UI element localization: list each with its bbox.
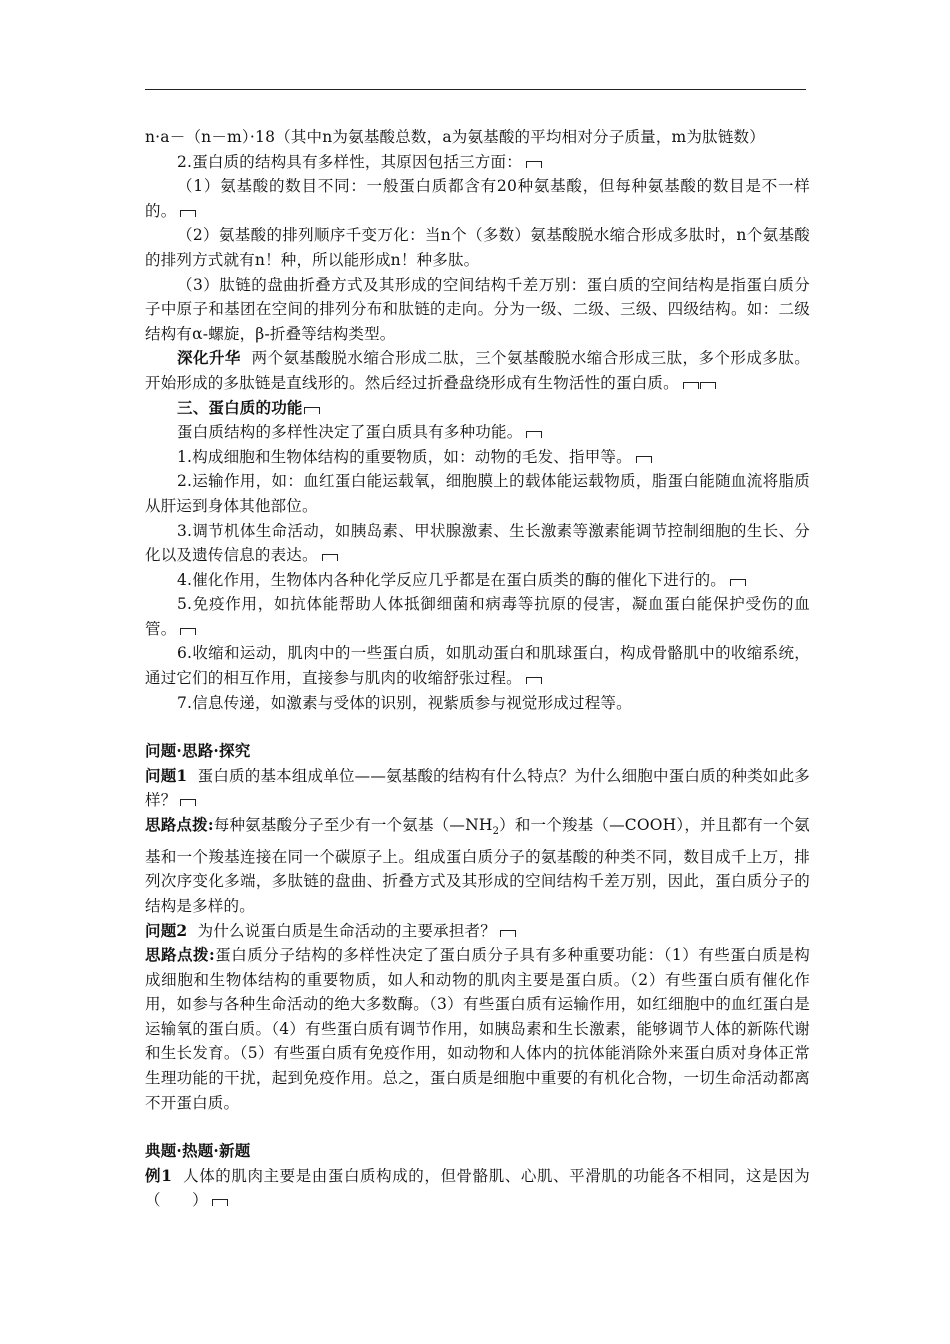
question-1-label: 问题1	[145, 765, 188, 785]
question-2-label: 问题2	[145, 920, 188, 940]
function-item: 4.催化作用，生物体内各种化学反应几乎都是在蛋白质类的酶的催化下进行的。	[145, 568, 810, 593]
edit-mark	[636, 456, 652, 463]
answer-1: 思路点拨:每种氨基酸分子至少有一个氨基$(—NH_2)$和一个羧基（—COOH），并且都有一个氨基和一个羧基连接在同一个碳原子上。组成蛋白质分子的氨基酸的种类不同，数目成千上万，排列次序变化多端，多肽链的盘曲、折叠方式及其形成的空间结构千差万别，因此，蛋白质分子的结构是多样的。	[145, 815, 810, 915]
function-item: 6.收缩和运动，肌肉中的一些蛋白质，如肌动蛋白和肌球蛋白，构成骨骼肌中的收缩系统，通过它们的相互作用，直接参与肌肉的收缩舒张过程。	[145, 644, 810, 688]
question-1: 问题1 蛋白质的基本组成单位——氨基酸的结构有什么特点？为什么细胞中蛋白质的种类如此多样？	[145, 765, 810, 810]
diversity-paragraph: 2.蛋白质的结构具有多样性，其原因包括三方面：	[145, 150, 810, 175]
edit-mark	[526, 677, 542, 684]
reason-3-paragraph: （3）肽链的盘曲折叠方式及其形成的空间结构千差万别：蛋白质的空间结构是指蛋白质分子中原子和基团在空间的排列分布和肽链的走向。分为一级、二级、三级、四级结构。如：二级结构有α-螺旋，β-折叠等结构类型。	[145, 275, 810, 343]
function-item: 2.运输作用，如：血红蛋白能运载氧，细胞膜上的载体能运载物质，脂蛋白能随血流将脂质从肝运到身体其他部位。	[145, 472, 810, 515]
example-1: 例1 人体的肌肉主要是由蛋白质构成的，但骨骼肌、心肌、平滑肌的功能各不相同，这是因为（ ）	[145, 1165, 810, 1210]
edit-mark	[180, 210, 196, 217]
edit-mark	[500, 930, 516, 937]
qa-heading: 问题·思路·探究	[145, 741, 251, 761]
header-rule	[145, 89, 806, 90]
formula-line: n·a－（n－m）·18（其中n为氨基酸总数，a为氨基酸的平均相对分子质量，m为肽链数）	[145, 128, 765, 146]
edit-mark	[700, 382, 716, 389]
example-1-label: 例1	[145, 1165, 173, 1185]
edit-mark	[304, 407, 320, 414]
edit-mark	[730, 579, 746, 586]
function-item: 7.信息传递，如激素与受体的识别，视紫质参与视觉形成过程等。	[177, 693, 632, 712]
edit-mark	[526, 431, 542, 438]
deepen-label: 深化升华	[177, 348, 241, 368]
edit-mark	[683, 382, 699, 389]
answer-2: 思路点拨:蛋白质分子结构的多样性决定了蛋白质分子具有多种重要功能：（1）有些蛋白质是构成细胞和生物体结构的重要物质，如人和动物的肌肉主要是蛋白质。（2）有些蛋白质有催化作用，如参与各种生命活动的绝大多数酶。（3）有些蛋白质有运输作用，如红细胞中的血红蛋白是运输氧的蛋白质。（4）有些蛋白质有调节作用，如胰岛素和生长激素，能够调节人体的新陈代谢和生长发育。（5）有些蛋白质有免疫作用，如动物和人体内的抗体能消除外来蛋白质对身体正常生理功能的干扰，起到免疫作用。总之，蛋白质是细胞中重要的有机化合物，一切生命活动都离不开蛋白质。	[145, 945, 810, 1112]
function-item: 3.调节机体生命活动，如胰岛素、甲状腺激素、生长激素等激素能调节控制细胞的生长、分化以及遗传信息的表达。	[145, 521, 810, 565]
answer-2-label: 思路点拨:	[145, 945, 215, 965]
edit-mark	[180, 799, 196, 806]
section-3-intro: 蛋白质结构的多样性决定了蛋白质具有多种功能。	[145, 420, 810, 445]
edit-mark	[180, 628, 196, 635]
deepen-paragraph	[145, 346, 810, 395]
section-3-heading: 三、蛋白质的功能	[145, 396, 810, 421]
function-item: 5.免疫作用，如抗体能帮助人体抵御细菌和病毒等抗原的侵害，凝血蛋白能保护受伤的血管。	[145, 595, 810, 638]
reason-2-paragraph: （2）氨基酸的排列顺序千变万化：当n个（多数）氨基酸脱水缩合形成多肽时，n个氨基酸的排列方式就有n！种，所以能形成n！种多肽。	[145, 226, 810, 269]
edit-mark	[526, 161, 542, 168]
function-item: 1.构成细胞和生物体结构的重要物质，如：动物的毛发、指甲等。	[145, 445, 810, 470]
examples-heading: 典题·热题·新题	[145, 1141, 251, 1161]
deepen-text: 两个氨基酸脱水缩合形成二肽，三个氨基酸脱水缩合形成三肽，多个形成多肽。开始形成的多肽链是直线形的。然后经过折叠盘绕形成有生物活性的蛋白质。	[145, 349, 810, 392]
document-body	[145, 125, 810, 1213]
answer-1-label: 思路点拨:	[145, 815, 214, 835]
edit-mark	[322, 554, 338, 561]
reason-1-paragraph: （1）氨基酸的数目不同：一般蛋白质都含有20种氨基酸，但每种氨基酸的数目是不一样的。	[145, 177, 810, 220]
edit-mark	[212, 1199, 228, 1206]
question-2: 问题2 为什么说蛋白质是生命活动的主要承担者？	[145, 919, 810, 944]
